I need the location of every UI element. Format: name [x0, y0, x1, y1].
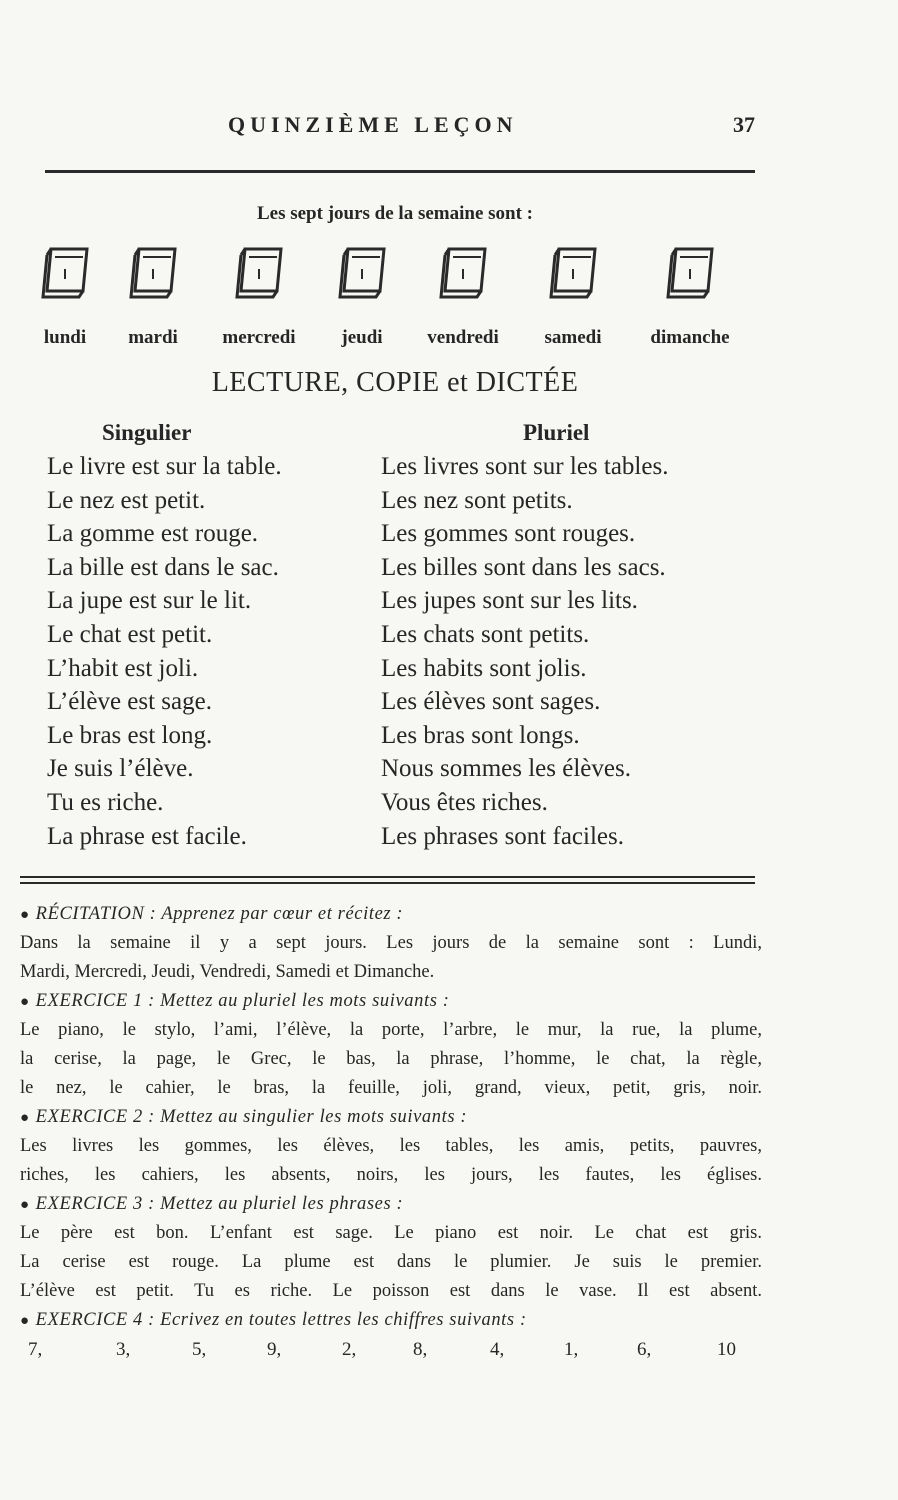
- exercise-1-line: la cerise, la page, le Grec, le bas, la phrase, l’homme, le chat, la règle,: [20, 1049, 762, 1069]
- exercise-3-line: L’élève est petit. Tu es riche. Le poisson est dans le vase. Il est absent.: [20, 1281, 762, 1301]
- calendar-icon: [545, 243, 601, 305]
- number-item: 4,: [490, 1339, 505, 1360]
- day-label: lundi: [43, 327, 87, 348]
- day-label: mercredi: [222, 327, 296, 348]
- section-divider: [20, 882, 755, 884]
- bullet-icon: ●: [20, 907, 30, 923]
- day-saturday: [508, 243, 638, 349]
- plural-sentence: Les habits sont jolis.: [381, 654, 587, 682]
- week-title: Les sept jours de la semaine sont :: [256, 203, 534, 224]
- plural-sentence: Les billes sont dans les sacs.: [381, 553, 666, 581]
- recitation-line: Dans la semaine il y a sept jours. Les jours de la semaine sont : Lundi,: [20, 933, 762, 953]
- plural-sentence: Nous sommes les élèves.: [381, 755, 631, 783]
- exercises-section: [20, 904, 762, 1369]
- singular-sentence: La jupe est sur le lit.: [47, 587, 252, 615]
- sentence-row: [47, 655, 767, 689]
- plural-header: Pluriel: [523, 420, 590, 445]
- plural-sentence: Les gommes sont rouges.: [381, 520, 636, 548]
- number-item: 9,: [267, 1339, 282, 1360]
- exercise-2-line: riches, les cahiers, les absents, noirs, les jours, les fautes, les églises.: [20, 1165, 762, 1185]
- exercise-3-line: La cerise est rouge. La plume est dans le plumier. Je suis le premier.: [20, 1252, 762, 1272]
- exercise-2-title: EXERCICE 2 : Mettez au singulier les mots suivants :: [35, 1107, 468, 1127]
- day-sunday: [625, 243, 755, 349]
- exercise-1-title: EXERCICE 1 : Mettez au pluriel les mots suivants :: [35, 991, 450, 1011]
- singular-sentence: L’élève est sage.: [47, 688, 212, 716]
- sentence-row: [47, 688, 767, 722]
- exercise-4-heading: [20, 1310, 762, 1339]
- exercise-1-line: le nez, le cahier, le bras, la feuille, joli, grand, vieux, petit, gris, noir.: [20, 1078, 762, 1098]
- sentence-row: [47, 722, 767, 756]
- calendar-icon: [37, 243, 93, 305]
- day-label: jeudi: [341, 327, 383, 348]
- plural-sentence: Les chats sont petits.: [381, 620, 590, 648]
- singular-sentence: Le nez est petit.: [47, 486, 206, 514]
- calendar-icon: [231, 243, 287, 305]
- plural-sentence: Les nez sont petits.: [381, 486, 573, 514]
- exercise-1-line: Le piano, le stylo, l’ami, l’élève, la porte, l’arbre, le mur, la rue, la plume,: [20, 1020, 762, 1040]
- plural-sentence: Les bras sont longs.: [381, 721, 580, 749]
- reading-section-title: LECTURE, COPIE et DICTÉE: [211, 367, 579, 398]
- sentence-row: [47, 453, 767, 487]
- recitation-line: Mardi, Mercredi, Jeudi, Vendredi, Samedi et Dimanche.: [20, 962, 435, 982]
- sentence-row: [47, 823, 767, 857]
- calendar-icon: [435, 243, 491, 305]
- calendar-icon: [334, 243, 390, 305]
- bullet-icon: ●: [20, 994, 30, 1010]
- bullet-icon: ●: [20, 1110, 30, 1126]
- number-item: 7,: [28, 1339, 43, 1360]
- bullet-icon: ●: [20, 1197, 30, 1213]
- sentence-row: [47, 621, 767, 655]
- number-item: 2,: [342, 1339, 357, 1360]
- sentence-row: [47, 755, 767, 789]
- exercise-3-title: EXERCICE 3 : Mettez au pluriel les phrases :: [35, 1194, 404, 1214]
- exercise-4-title: EXERCICE 4 : Ecrivez en toutes lettres les chiffres suivants :: [35, 1310, 527, 1330]
- singular-sentence: L’habit est joli.: [47, 654, 199, 682]
- page-header: [0, 108, 898, 148]
- plural-sentence: Les phrases sont faciles.: [381, 822, 624, 850]
- plural-sentence: Les élèves sont sages.: [381, 688, 601, 716]
- sentence-table: [47, 453, 767, 856]
- singular-sentence: Le livre est sur la table.: [47, 453, 282, 480]
- plural-sentence: Les jupes sont sur les lits.: [381, 587, 638, 615]
- singular-sentence: La gomme est rouge.: [47, 520, 259, 548]
- number-item: 5,: [192, 1339, 207, 1360]
- exercise-1-heading: [20, 991, 762, 1020]
- recitation-heading: [20, 904, 762, 933]
- day-label: dimanche: [650, 327, 730, 348]
- calendar-icon: [662, 243, 718, 305]
- singular-sentence: Tu es riche.: [47, 788, 164, 816]
- singular-sentence: Je suis l’élève.: [47, 755, 194, 783]
- sentence-row: [47, 520, 767, 554]
- day-label: vendredi: [427, 327, 499, 348]
- recitation-title: RÉCITATION : Apprenez par cœur et récitez :: [35, 904, 404, 924]
- lesson-title: QUINZIÈME LEÇON: [228, 112, 518, 137]
- exercise-2-heading: [20, 1107, 762, 1136]
- number-item: 10: [717, 1339, 736, 1360]
- singular-sentence: Le chat est petit.: [47, 620, 213, 648]
- exercise-2-line: Les livres les gommes, les élèves, les tables, les amis, petits, pauvres,: [20, 1136, 762, 1156]
- exercise-3-line: Le père est bon. L’enfant est sage. Le piano est noir. Le chat est gris.: [20, 1223, 762, 1243]
- day-label: mardi: [128, 327, 178, 348]
- sentence-row: [47, 587, 767, 621]
- number-item: 1,: [564, 1339, 579, 1360]
- plural-sentence: Vous êtes riches.: [381, 788, 548, 816]
- singular-header: Singulier: [102, 420, 192, 445]
- singular-sentence: Le bras est long.: [47, 721, 213, 749]
- page-number: 37: [733, 112, 755, 137]
- header-rule: [45, 170, 755, 173]
- sentence-row: [47, 554, 767, 588]
- singular-sentence: La bille est dans le sac.: [47, 553, 279, 581]
- exercise-3-heading: [20, 1194, 762, 1223]
- plural-sentence: Les livres sont sur les tables.: [381, 453, 669, 480]
- day-label: samedi: [544, 327, 602, 348]
- sentence-row: [47, 789, 767, 823]
- section-divider: [20, 876, 755, 878]
- number-item: 3,: [116, 1339, 131, 1360]
- exercise-4-numbers: [20, 1339, 762, 1369]
- bullet-icon: ●: [20, 1313, 30, 1329]
- number-item: 8,: [413, 1339, 428, 1360]
- singular-sentence: La phrase est facile.: [47, 822, 247, 850]
- calendar-icon: [125, 243, 181, 305]
- sentence-row: [47, 487, 767, 521]
- number-item: 6,: [637, 1339, 652, 1360]
